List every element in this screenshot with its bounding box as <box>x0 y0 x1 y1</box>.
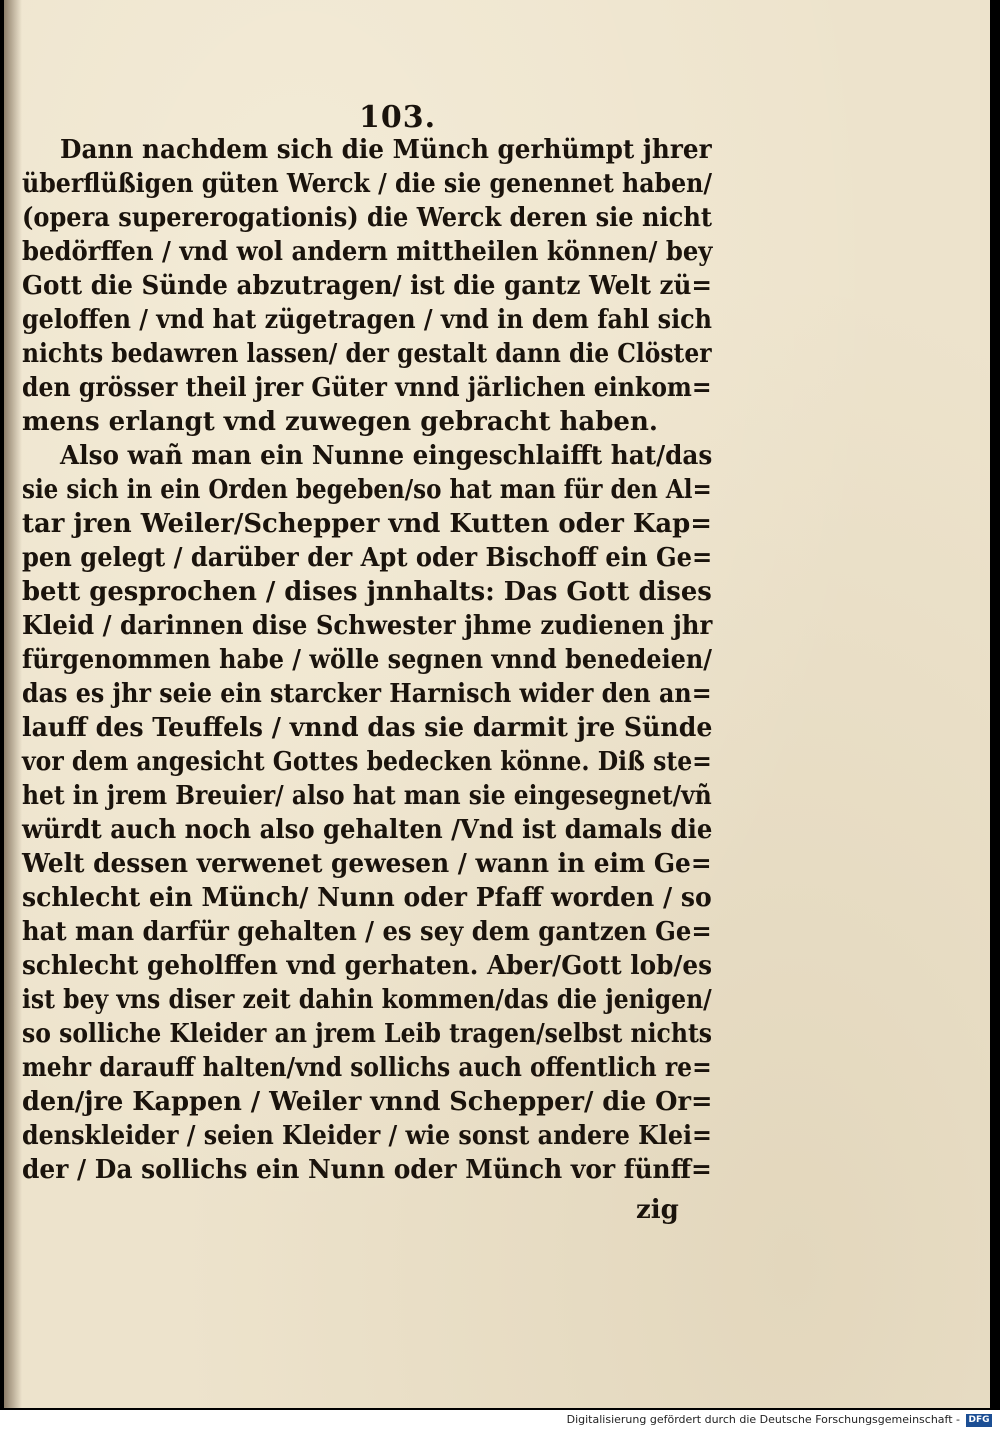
text-line: nichts bedawren lassen/ der gestalt dann die Clöster <box>22 339 712 369</box>
gutter-shadow <box>4 0 22 1408</box>
text-line: het in jrem Breuier/ also hat man sie eingesegnet/vñ <box>22 781 712 811</box>
catchword: zig <box>636 1195 679 1225</box>
text-line: ist bey vns diser zeit dahin kommen/das die jenigen/ <box>22 985 712 1015</box>
text-line: mens erlangt vnd zuwegen gebracht haben. <box>22 407 658 437</box>
page-number: 103. <box>359 100 437 135</box>
text-line: den/jre Kappen / Weiler vnnd Schepper/ die Or= <box>22 1087 713 1117</box>
footer-bar <box>0 1410 1000 1432</box>
text-line: schlecht geholffen vnd gerhaten. Aber/Gott lob/es <box>22 951 713 981</box>
text-line: bedörffen / vnd wol andern mittheilen können/ bey <box>22 237 713 267</box>
text-line: Dann nachdem sich die Münch gerhümpt jhrer <box>60 135 712 165</box>
text-line: würdt auch noch also gehalten /Vnd ist damals die <box>22 815 713 845</box>
text-line: (opera supererogationis) die Werck deren sie nicht <box>22 203 712 233</box>
text-line: der / Da sollichs ein Nunn oder Münch vor fünff= <box>22 1155 712 1185</box>
text-line: das es jhr seie ein starcker Harnisch wider den an= <box>22 679 712 709</box>
text-line: fürgenommen habe / wölle segnen vnnd benedeien/ <box>22 645 713 675</box>
funding-credit: Digitalisierung gefördert durch die Deutsche Forschungsgemeinschaft - <box>566 1413 960 1426</box>
text-line: überflüßigen güten Werck / die sie genennet haben/ <box>22 169 712 199</box>
text-line: Welt dessen verwenet gewesen / wann in eim Ge= <box>22 849 712 879</box>
text-line: vor dem angesicht Gottes bedecken könne. Diß ste= <box>22 747 712 777</box>
dfg-logo-icon: DFG <box>966 1414 992 1427</box>
text-block <box>22 133 722 1187</box>
text-line: geloffen / vnd hat zügetragen / vnd in dem fahl sich <box>22 305 713 335</box>
text-line: Also wañ man ein Nunne eingeschlaifft hat/das <box>60 441 713 471</box>
text-line: bett gesprochen / dises jnnhalts: Das Gott dises <box>22 577 712 607</box>
text-line: schlecht ein Münch/ Nunn oder Pfaff worden / so <box>22 883 712 913</box>
text-line: hat man darfür gehalten / es sey dem gantzen Ge= <box>22 917 712 947</box>
text-line: lauff des Teuffels / vnnd das sie darmit jre Sünde <box>22 713 713 743</box>
text-line: Kleid / darinnen dise Schwester jhme zudienen jhr <box>22 611 713 641</box>
text-line: pen gelegt / darüber der Apt oder Bischoff ein Ge= <box>22 543 713 573</box>
text-line: so solliche Kleider an jrem Leib tragen/selbst nichts <box>22 1019 713 1049</box>
text-line: sie sich in ein Orden begeben/so hat man für den Al= <box>22 475 712 505</box>
text-line: mehr darauff halten/vnd sollichs auch offentlich re= <box>22 1053 712 1083</box>
text-line: denskleider / seien Kleider / wie sonst andere Klei= <box>22 1121 712 1151</box>
text-line: Gott die Sünde abzutragen/ ist die gantz Welt zü= <box>22 271 713 301</box>
book-page <box>4 0 990 1408</box>
text-line: den grösser theil jrer Güter vnnd järlichen einkom= <box>22 373 712 403</box>
text-line: tar jren Weiler/Schepper vnd Kutten oder Kap= <box>22 509 712 539</box>
